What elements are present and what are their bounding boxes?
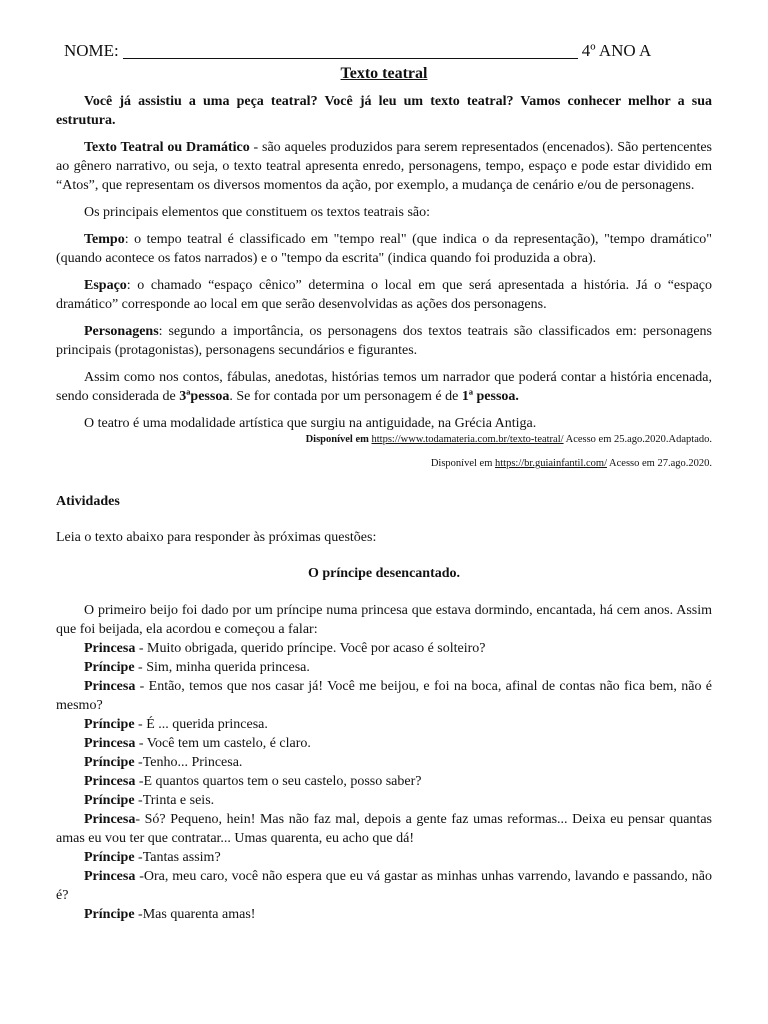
- dialogue-line: [56, 658, 712, 677]
- dialogue-line: [56, 753, 712, 772]
- dialogue-text: - Você tem um castelo, é claro.: [135, 736, 311, 751]
- elements-lead: Os principais elementos que constituem os textos teatrais são:: [84, 205, 431, 220]
- dialogue-text: -E quantos quartos tem o seu castelo, posso saber?: [135, 774, 422, 789]
- dialogue-line: [56, 715, 712, 734]
- source-1: Disponível em https://www.todamateria.com.br/texto-teatral/ Acesso em 25.ago.2020.Adaptado.: [305, 434, 712, 445]
- intro-question: Você já assistiu a uma peça teatral? Você já leu um texto teatral? Vamos conhecer melhor a sua estrutura.: [56, 94, 712, 128]
- name-label: NOME:: [64, 41, 119, 60]
- dialogue-speaker: Princesa: [84, 736, 136, 751]
- page-title: Texto teatral: [340, 65, 428, 82]
- tempo-paragraph: Tempo: o tempo teatral é classificado em "tempo real" (que indica o da representação), "tempo dramático" (quando acontece os fatos narrados) e o "tempo da escrita" (indica quando foi produzida a obra).: [56, 232, 712, 266]
- dialogue-line: [56, 867, 712, 905]
- dialogue-line: [56, 772, 712, 791]
- worksheet-page: [56, 40, 712, 924]
- dialogue-line: [56, 810, 712, 848]
- source-1-link[interactable]: https://www.todamateria.com.br/texto-teatral/: [371, 434, 564, 445]
- dialogue-list: [56, 639, 712, 924]
- source-2: Disponível em https://br.guiainfantil.com/ Acesso em 27.ago.2020.: [430, 458, 712, 469]
- story-title: O príncipe desencantado.: [307, 566, 461, 581]
- personagens-paragraph: Personagens: segundo a importância, os personagens dos textos teatrais são classificados em: personagens principais (protagonistas), personagens secundários e figurantes.: [56, 324, 712, 358]
- dialogue-speaker: Príncipe: [84, 850, 135, 865]
- dialogue-line: [56, 734, 712, 753]
- dialogue-text: - Muito obrigada, querido príncipe. Você por acaso é solteiro?: [135, 641, 486, 656]
- dialogue-speaker: Princesa: [84, 641, 136, 656]
- dialogue-text: -Tantas assim?: [134, 850, 221, 865]
- dialogue-speaker: Príncipe: [84, 717, 135, 732]
- dialogue-text: -Ora, meu caro, você não espera que eu vá gastar as minhas unhas varrendo, lavando e passando, não é?: [56, 869, 712, 903]
- dialogue-text: -Tenho... Princesa.: [134, 755, 243, 770]
- teatro-paragraph: O teatro é uma modalidade artística que surgiu na antiguidade, na Grécia Antiga.: [84, 416, 537, 431]
- activities-heading: Atividades: [56, 494, 120, 509]
- dialogue-speaker: Princesa: [84, 679, 136, 694]
- dialogue-line: [56, 639, 712, 658]
- dialogue-line: [56, 905, 712, 924]
- story-intro: O primeiro beijo foi dado por um príncipe numa princesa que estava dormindo, encantada, há cem anos. Assim que foi beijada, ela acordou e começou a falar:: [56, 603, 712, 637]
- dialogue-speaker: Princesa: [84, 812, 136, 827]
- source-2-link[interactable]: https://br.guiainfantil.com/: [495, 458, 607, 469]
- dialogue-text: -Trinta e seis.: [134, 793, 215, 808]
- dialogue-line: [56, 848, 712, 867]
- dialogue-speaker: Príncipe: [84, 907, 135, 922]
- dialogue-text: - É ... querida princesa.: [134, 717, 268, 732]
- dialogue-line: [56, 677, 712, 715]
- dialogue-line: [56, 791, 712, 810]
- dialogue-speaker: Príncipe: [84, 793, 135, 808]
- narrador-paragraph: Assim como nos contos, fábulas, anedotas, histórias temos um narrador que poderá contar a história encenada, sendo considerada de 3ªpessoa. Se for contada por um personagem é de 1ª pessoa.: [56, 370, 712, 404]
- name-line: [64, 40, 712, 62]
- dialogue-speaker: Princesa: [84, 869, 136, 884]
- activities-lead: Leia o texto abaixo para responder às próximas questões:: [56, 530, 377, 545]
- name-blank[interactable]: [123, 40, 578, 59]
- dialogue-text: -Mas quarenta amas!: [134, 907, 256, 922]
- espaco-paragraph: Espaço: o chamado “espaço cênico” determina o local em que será apresentada a história. Já o “espaço dramático” corresponde ao local em que serão desenvolvidas as ações dos personagens.: [56, 278, 712, 312]
- class-label: 4º ANO A: [581, 41, 652, 60]
- dialogue-speaker: Príncipe: [84, 660, 135, 675]
- definition-paragraph: Texto Teatral ou Dramático - são aqueles produzidos para serem representados (encenados). São pertencentes ao gênero narrativo, ou seja, o texto teatral apresenta enredo, personagens, tempo, espaço e pode estar dividido em “Atos”, que representam os diversos momentos da ação, por exemplo, a mudança de cenário e/ou de personagens.: [56, 140, 713, 193]
- dialogue-text: - Só? Pequeno, hein! Mas não faz mal, depois a gente faz umas reformas... Deixa eu pensar quantas amas eu vou ter que contratar... Umas quarenta, eu acho que dá!: [56, 812, 712, 846]
- dialogue-speaker: Príncipe: [84, 755, 135, 770]
- dialogue-speaker: Princesa: [84, 774, 136, 789]
- story-text: [56, 601, 712, 924]
- dialogue-text: - Sim, minha querida princesa.: [134, 660, 310, 675]
- dialogue-text: - Então, temos que nos casar já! Você me beijou, e foi na boca, afinal de contas não fica bem, não é mesmo?: [56, 679, 712, 713]
